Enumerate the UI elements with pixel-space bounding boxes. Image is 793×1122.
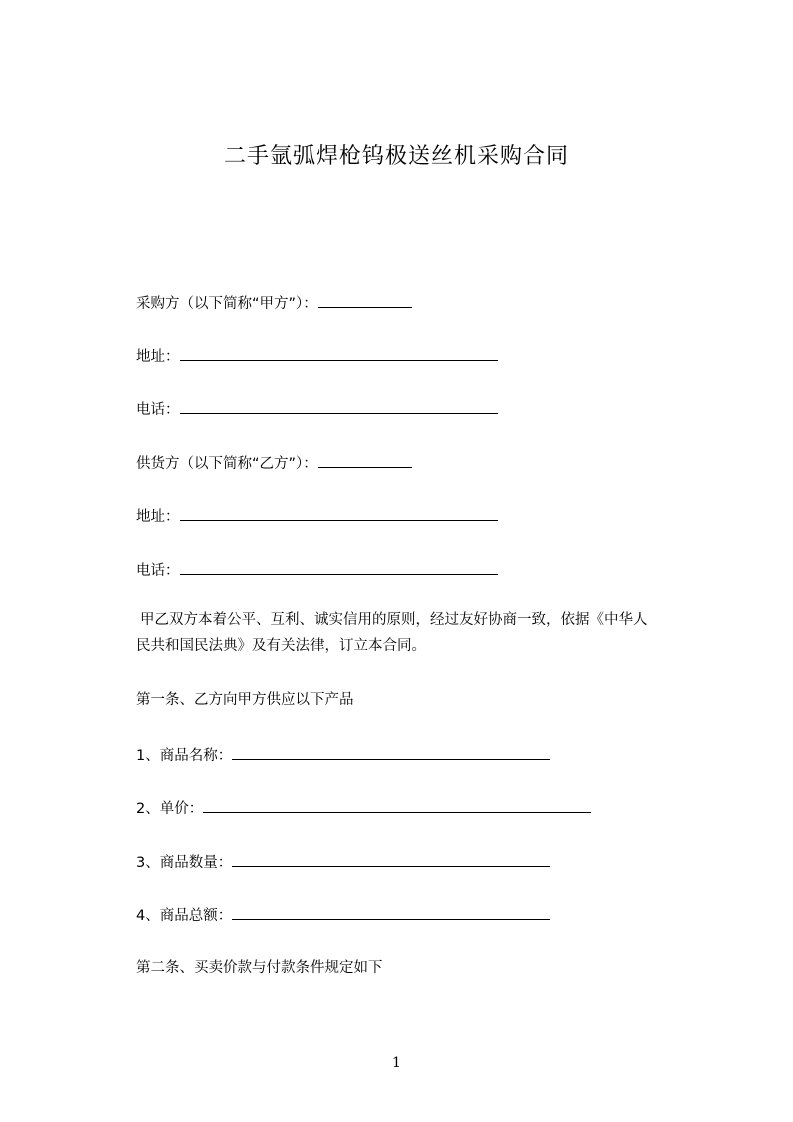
intro-line-1: 甲乙双方本着公平、互利、诚实信用的原则，经过友好协商一致，依据《中华人	[140, 612, 648, 628]
supplier-address-blank[interactable]	[180, 505, 498, 521]
supplier-name-line	[136, 452, 412, 474]
article-1-heading: 第一条、乙方向甲方供应以下产品	[136, 692, 354, 708]
supplier-phone-label: 电话：	[136, 563, 180, 579]
buyer-address-blank[interactable]	[180, 345, 498, 361]
unit-price-blank[interactable]	[203, 797, 591, 813]
item-total-line	[136, 904, 550, 926]
intro-paragraph	[136, 607, 706, 633]
buyer-phone-blank[interactable]	[180, 398, 498, 414]
buyer-label: 采购方（以下简称“甲方”）：	[136, 296, 318, 312]
intro-line-2: 民共和国民法典》及有关法律，订立本合同。	[136, 638, 426, 654]
buyer-phone-line	[136, 398, 498, 420]
article-2-heading: 第二条、买卖价款与付款条件规定如下	[136, 960, 383, 976]
item-name-blank[interactable]	[232, 744, 550, 760]
supplier-phone-blank[interactable]	[180, 559, 498, 575]
buyer-phone-label: 电话：	[136, 402, 180, 418]
buyer-name-line	[136, 292, 412, 314]
supplier-phone-line	[136, 559, 498, 581]
item-quantity-blank[interactable]	[232, 851, 550, 867]
contract-title: 二手氩弧焊枪钨极送丝机采购合同	[223, 144, 569, 169]
supplier-label: 供货方（以下简称“乙方”）：	[136, 456, 318, 472]
buyer-address-label: 地址：	[136, 349, 180, 365]
buyer-name-blank[interactable]	[318, 292, 412, 308]
page-number: 1	[392, 1055, 401, 1071]
unit-price-label: 2、单价：	[136, 801, 204, 817]
item-name-line	[136, 744, 550, 766]
item-total-label: 4、商品总额：	[136, 908, 233, 924]
item-name-label: 1、商品名称：	[136, 748, 233, 764]
supplier-address-label: 地址：	[136, 509, 180, 525]
item-quantity-line	[136, 851, 550, 873]
item-total-blank[interactable]	[232, 904, 550, 920]
supplier-name-blank[interactable]	[318, 452, 412, 468]
buyer-address-line	[136, 345, 498, 367]
intro-paragraph-cont	[136, 633, 706, 659]
item-quantity-label: 3、商品数量：	[136, 855, 233, 871]
unit-price-line	[136, 797, 591, 819]
supplier-address-line	[136, 505, 498, 527]
